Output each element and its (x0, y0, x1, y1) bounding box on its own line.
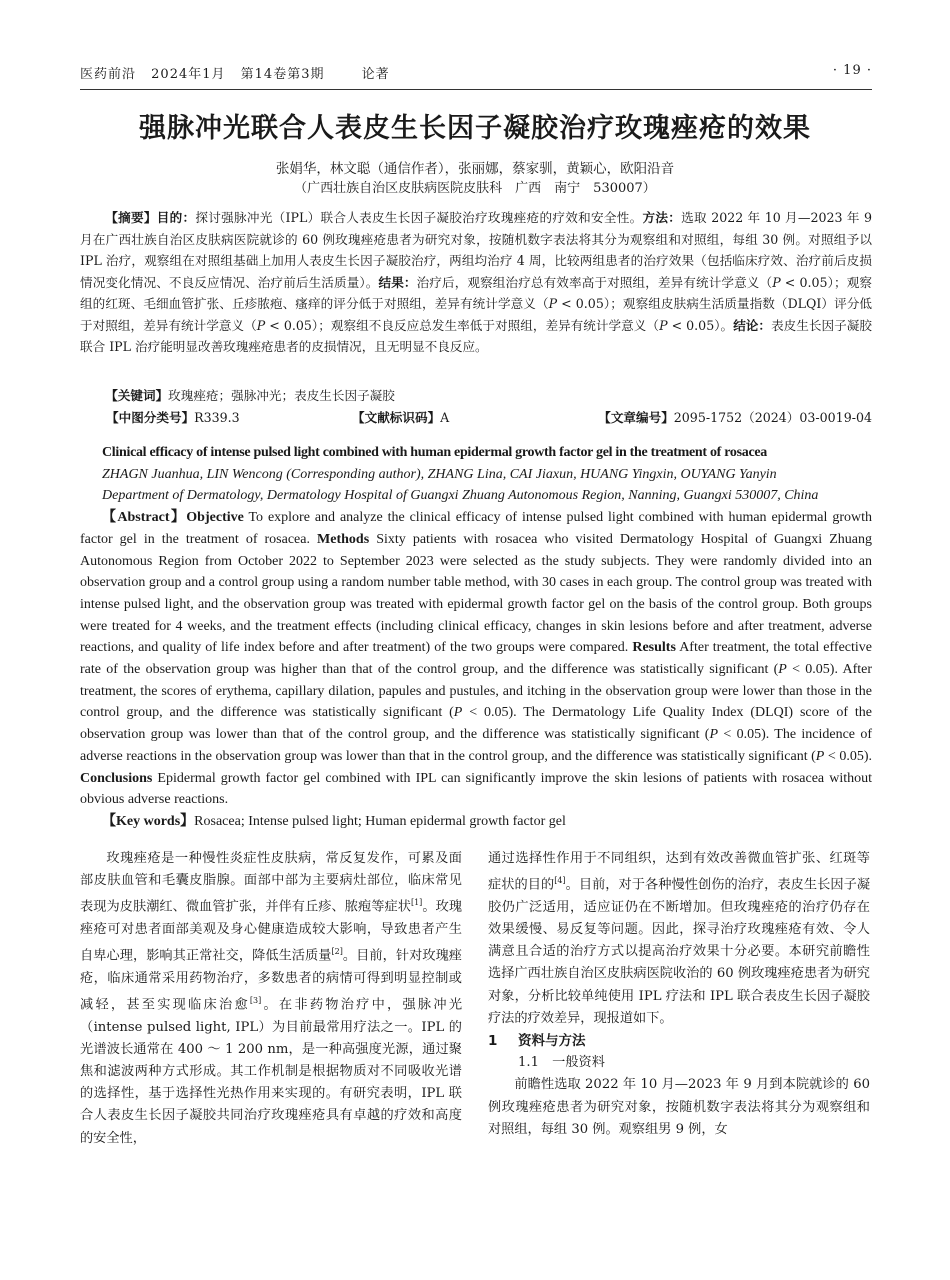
keywords-cn (80, 385, 872, 404)
p-symbol: P (772, 274, 781, 290)
intro-paragraph (80, 848, 462, 1150)
issue-date: 2024年1月 (151, 67, 226, 82)
affiliation: （广西壮族自治区皮肤病医院皮肤科 广西 南宁 530007） (294, 181, 656, 196)
journal-name: 医药前沿 (80, 67, 137, 82)
intro-text: 玫瑰痤疮是一种慢性炎症性皮肤病，常反复发作，可累及面部皮肤血管和毛囊皮脂腺。面部中部为主要病灶部位，临床常见表现为皮肤潮红、微血管扩张，并伴有丘疹、脓疱等症状 (80, 851, 462, 915)
author-list: 张娟华，林文聪（通信作者），张丽娜，蔡家驯，黄颖心，欧阳沿音 (275, 161, 675, 177)
results-en-label: Results (632, 640, 676, 656)
methods-text: 选取 2022 年 10 月—2023 年 9 月在广西壮族自治区皮肤病医院就诊的 60 例玫瑰痤疮患者为研究对象，按随机数字表法将其分为观察组和对照组，每组 30 例。对照组予以 IPL 治疗，观察组在对照组基础上加用人表皮生长因子凝胶治疗，两组均治疗 4 周，比较两组患者的治疗效果（包括临床疗效、治疗前后皮损情况变化情况、不良反应情况、治疗前后生活质量）。 (80, 210, 873, 290)
section-title: 资料与方法 (518, 1033, 586, 1050)
keywords-cn-text: 玫瑰痤疮；强脉冲光；表皮生长因子凝胶 (168, 388, 395, 403)
keywords-en-label: 【Key words】 (102, 813, 195, 829)
classification-row (80, 407, 872, 427)
conclusions-en-text: Epidermal growth factor gel combined with IPL can significantly improve the skin lesions of patients with rosacea without obvious adverse reactions. (80, 770, 872, 808)
abstract-cn-paragraph (80, 207, 872, 358)
results-en-text: < 0.05). The Dermatology Life Quality Index (DLQI) score of the observation group was lower than that of the control group, and the difference was statistically significant ( (80, 705, 872, 743)
abstract-cn (80, 207, 872, 358)
article-title: 强脉冲光联合人表皮生长因子凝胶治疗玫瑰痤疮的效果 (139, 113, 811, 144)
citation-ref[interactable]: [2] (331, 947, 343, 957)
results-en-text: < 0.05). (824, 748, 873, 764)
results-text: < 0.05）；观察组皮肤病生活质量指数（DLQI）评分低于对照组，差异有统计学意义（ (80, 296, 873, 333)
document-code (352, 407, 449, 426)
objective-en-label: Objective (186, 510, 244, 526)
article-no-label: 【文章编号】 (598, 410, 674, 425)
intro-paragraph-cont (488, 848, 870, 1030)
clc-label: 【中图分类号】 (106, 410, 195, 425)
english-title: Clinical efficacy of intense pulsed light combined with human epidermal growth factor gel in the treatment of rosacea (102, 445, 767, 460)
results-label: 结果： (378, 274, 417, 290)
citation-ref[interactable]: [3] (249, 996, 262, 1005)
english-authors: ZHAGN Juanhua, LIN Wencong (Corresponding author), ZHANG Lina, CAI Jiaxun, HUANG Yingxin, OUYANG Yanyin (102, 466, 777, 482)
intro-text: 。在非药物治疗中，强脉冲光（intense pulsed light, IPL）为目前最常用疗法之一。IPL 的光谱波长通常在 400 ～ 1 200 nm，是一种高强度光源，通过聚焦和滤波两种方式形成。其工作机制是根据物质对不同吸收光谱的选择性，基于选择性光热作用来实现的。有研究表明，IPL 联合人表皮生长因子凝胶共同治疗玫瑰痤疮具有卓越的疗效和高度的安全性， (80, 997, 463, 1146)
methods-label: 方法： (642, 210, 682, 225)
conclusion-label: 结论： (733, 317, 772, 333)
section-label: 论著 (361, 67, 390, 82)
abstract-en-paragraph (80, 507, 872, 811)
results-en-text: After treatment, the total effective rate of the observation group was higher than that of the control group, and the difference was statistically significant ( (80, 640, 873, 678)
methods-paragraph: 前瞻性选取 2022 年 10 月—2023 年 9 月到本院就诊的 60 例玫瑰痤疮患者为研究对象，按随机数字表法将其分为观察组和对照组，每组 30 例。观察组男 9 例，女 (488, 1077, 870, 1137)
doc-label: 【文献标识码】 (352, 410, 441, 425)
keywords-cn-label: 【关键词】 (105, 388, 169, 403)
clc-number (106, 407, 240, 426)
p-symbol: P (453, 705, 463, 721)
keywords-en (80, 811, 872, 833)
p-symbol: P (548, 296, 558, 311)
citation-ref[interactable]: [1] (410, 898, 423, 908)
objective-text: 探讨强脉冲光（IPL）联合人表皮生长因子凝胶治疗玫瑰痤疮的疗效和安全性。 (195, 210, 643, 225)
article-number (598, 407, 872, 426)
body-left-column (80, 848, 462, 1150)
section-heading (488, 1030, 870, 1052)
p-symbol: P (256, 317, 266, 333)
volume-issue: 第14卷第3期 (240, 67, 325, 82)
page-number: · 19 · (832, 63, 872, 78)
conclusion-text: 表皮生长因子凝胶联合 IPL 治疗能明显改善玫瑰痤疮患者的皮损情况，且无明显不良反应。 (80, 317, 873, 354)
p-symbol: P (659, 317, 668, 333)
abstract-en (80, 442, 872, 833)
results-en-text: < 0.05). After treatment, the scores of erythema, capillary dilation, papules and pustules, and itching in the observation group were lower than those in the control group, and the difference was statistically significant ( (80, 662, 872, 721)
results-text: < 0.05）。 (667, 317, 734, 333)
subsection-heading: 1.1 一般资料 (518, 1055, 605, 1071)
results-en-text: < 0.05). The incidence of adverse reactions in the observation group was lower than that in the control group, and the difference was statistically significant ( (80, 727, 872, 764)
article-no-value: 2095-1752（2024）03-0019-04 (673, 410, 872, 425)
intro-text: 通过选择性作用于不同组织，达到有效改善微血管扩张、红斑等症状的目的 (488, 851, 870, 893)
running-header (80, 63, 872, 90)
p-symbol: P (815, 748, 825, 764)
intro-text: 。目前，针对玫瑰痤疮，临床通常采用药物治疗，多数患者的病情可得到明显控制或减轻，甚至实现临床治愈 (80, 948, 462, 1013)
journal-info (80, 63, 400, 82)
methods-en-label: Methods (317, 531, 370, 547)
objective-label: 目的： (156, 210, 196, 225)
conclusions-en-label: Conclusions (80, 770, 153, 786)
intro-text: 。目前，对于各种慢性创伤的治疗，表皮生长因子凝胶仍广泛适用，适应证仍在不断增加。但玫瑰痤疮的治疗仍存在效果缓慢、易反复等问题。因此，探寻治疗玫瑰痤疮有效、令人满意且合适的治疗方式以提高治疗效果十分必要。本研究前瞻性选择广西壮族自治区皮肤病医院收治的 60 例玫瑰痤疮患者为研究对象，分析比较单纯使用 IPL 疗法和 IPL 联合表皮生长因子凝胶疗法的疗效差异，现报道如下。 (488, 877, 871, 1026)
objective-en-text: To explore and analyze the clinical efficacy of intense pulsed light combined with human epidermal growth factor gel in the treatment of rosacea. (80, 510, 872, 547)
results-text: < 0.05）；观察组不良反应总发生率低于对照组，差异有统计学意义（ (265, 317, 660, 333)
keywords-en-text: Rosacea; Intense pulsed light; Human epidermal growth factor gel (194, 813, 566, 829)
body-right-column (488, 848, 870, 1141)
abstract-cn-label: 【摘要】 (105, 210, 157, 225)
results-text: 治疗后，观察组治疗总有效率高于对照组，差异有统计学意义（ (416, 274, 773, 290)
intro-text: 。玫瑰痤疮可对患者面部美观及身心健康造成较大影响，导致患者产生自卑心理，影响其正常社交，降低生活质量 (80, 899, 463, 964)
abstract-en-label: 【Abstract】 (102, 510, 187, 526)
doc-value: A (440, 410, 450, 425)
english-affiliation: Department of Dermatology, Dermatology Hospital of Guangxi Zhuang Autonomous Region, Nanning, Guangxi 530007, China (102, 488, 819, 504)
p-symbol: P (778, 662, 787, 678)
p-symbol: P (709, 727, 719, 743)
clc-value: R339.3 (194, 410, 240, 425)
section-number: 1 (488, 1033, 498, 1050)
results-text: < 0.05）；观察组的红斑、毛细血管扩张、丘疹脓疱、瘙痒的评分低于对照组，差异有统计学意义（ (80, 274, 873, 311)
citation-ref[interactable]: [4] (554, 876, 566, 886)
methods-en-text: Sixty patients with rosacea who visited Dermatology Hospital of Guangxi Zhuang Autonomous Region from October 2022 to September 2023 were selected as the study subjects. They were randomly divided into an observation group and a control group using a random number table method, with 30 cases in each group. The control group was treated with intense pulsed light, and the observation group was treated with epidermal growth factor gel on the basis of the control group. Both groups were treated for 4 weeks, and the treatment effects (including clinical efficacy, changes in skin lesions before and after treatment, adverse reactions, and quality of life index before and after treatment) of the two groups were compared. (80, 531, 873, 656)
